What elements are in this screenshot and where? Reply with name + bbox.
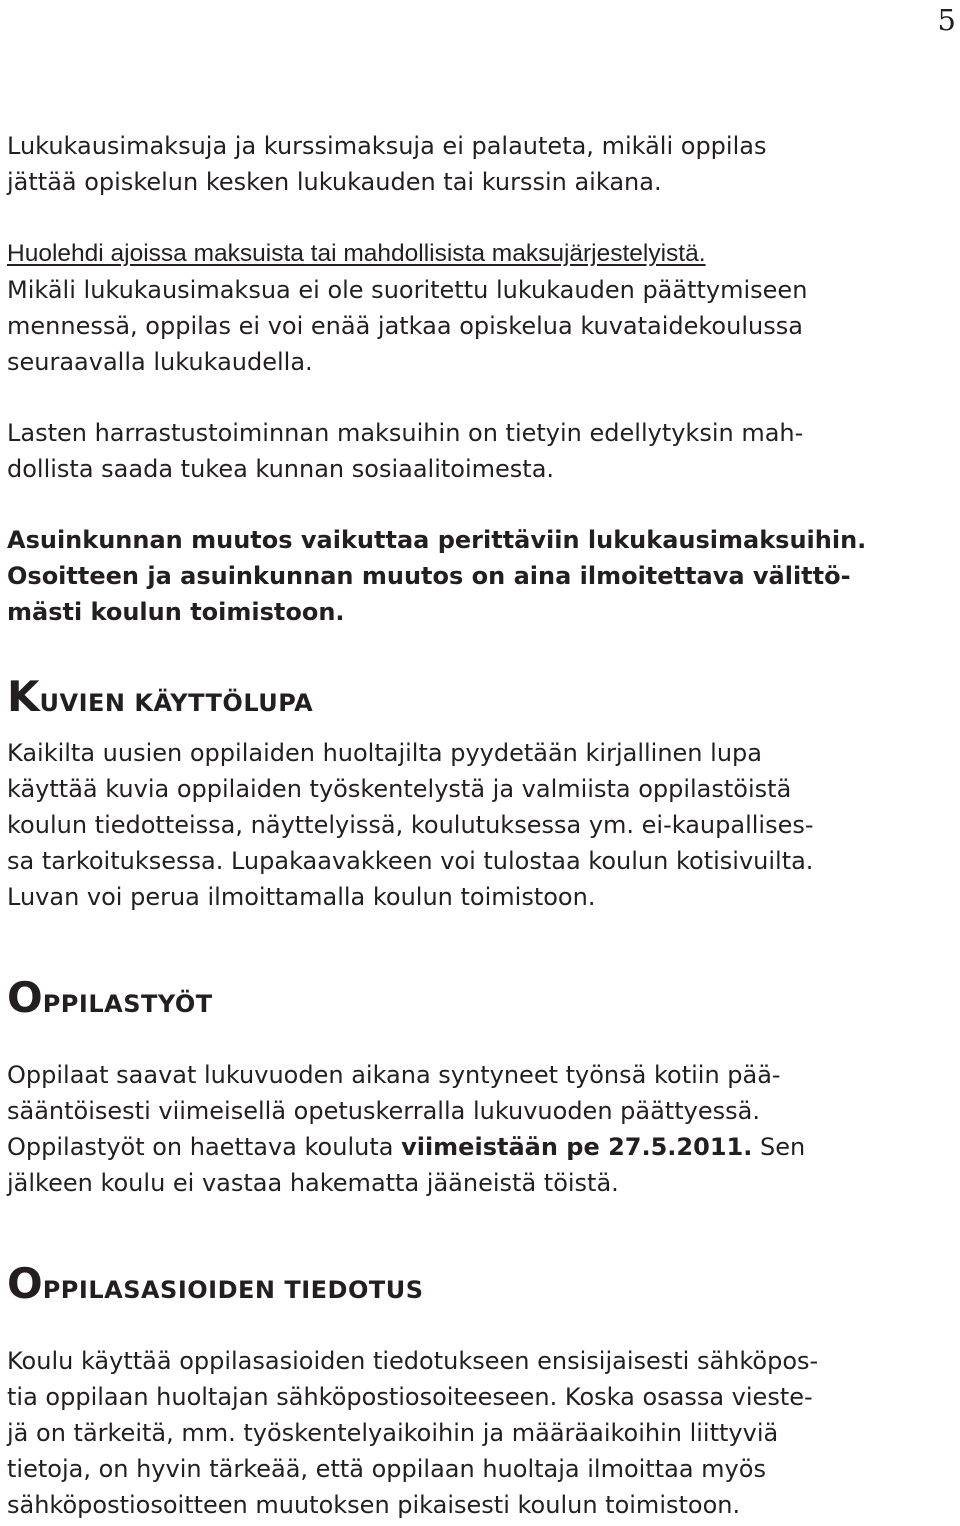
communication-paragraph: [7, 1343, 887, 1523]
heading-rest: PPILASTYÖT: [42, 990, 213, 1018]
heading-rest: UVIEN KÄYTTÖLUPA: [39, 689, 314, 717]
section-heading-student-works: [7, 973, 213, 1032]
text-line: Osoitteen ja asuinkunnan muutos on aina ilmoitettava välittö-: [7, 562, 851, 590]
text-line: tia oppilaan huoltajan sähköpostiosoiteeseen. Koska osassa vieste-: [7, 1383, 813, 1411]
photo-permission-paragraph: [7, 735, 887, 915]
text-line: Oppilaat saavat lukuvuoden aikana syntyneet työnsä kotiin pää-: [7, 1061, 781, 1089]
deadline-text: viimeistään pe 27.5.2011.: [401, 1133, 753, 1161]
text-line: Lasten harrastustoiminnan maksuihin on tietyin edellytyksin mah-: [7, 419, 804, 447]
text-line: Luvan voi perua ilmoittamalla koulun toimistoon.: [7, 883, 596, 911]
heading-rest: PPILASASIOIDEN TIEDOTUS: [42, 1276, 424, 1304]
text-line: jättää opiskelun kesken lukukauden tai kurssin aikana.: [7, 168, 662, 196]
text-segment: Oppilastyöt on haettava kouluta: [7, 1133, 402, 1161]
section-heading-communication: [7, 1259, 424, 1318]
text-line: mästi koulun toimistoon.: [7, 598, 345, 626]
page-number: 5: [937, 3, 956, 37]
text-line: sääntöisesti viimeisellä opetuskerralla lukuvuoden päättyessä.: [7, 1097, 760, 1125]
text-line: käyttää kuvia oppilaiden työskentelystä ja valmiista oppilastöistä: [7, 775, 792, 803]
text-line: mennessä, oppilas ei voi enää jatkaa opiskelua kuvataidekoulussa: [7, 312, 803, 340]
text-line: jälkeen koulu ei vastaa hakematta jääneistä töistä.: [7, 1169, 619, 1197]
text-line: Kaikilta uusien oppilaiden huoltajilta pyydetään kirjallinen lupa: [7, 739, 762, 767]
text-line: sa tarkoituksessa. Lupakaavakkeen voi tulostaa koulun kotisivuilta.: [7, 847, 814, 875]
student-works-paragraph: [7, 1057, 887, 1201]
heading-initial: O: [7, 973, 43, 1022]
payment-heading: Huolehdi ajoissa maksuista tai mahdollisista maksujärjestelyistä.: [7, 240, 706, 267]
text-line: sähköpostiosoitteen muutoksen pikaisesti koulun toimistoon.: [7, 1491, 741, 1519]
text-line: Mikäli lukukausimaksua ei ole suoritettu lukukauden päättymiseen: [7, 276, 808, 304]
text-line: koulun tiedotteissa, näyttelyissä, koulutuksessa ym. ei-kaupallises-: [7, 811, 814, 839]
municipality-paragraph: [7, 522, 887, 630]
text-line: tietoja, on hyvin tärkeää, että oppilaan huoltaja ilmoittaa myös: [7, 1455, 766, 1483]
text-line: jä on tärkeitä, mm. työskentelyaikoihin ja määräaikoihin liittyviä: [7, 1419, 779, 1447]
text-line: Lukukausimaksuja ja kurssimaksuja ei palauteta, mikäli oppilas: [7, 132, 767, 160]
text-line: dollista saada tukea kunnan sosiaalitoimesta.: [7, 455, 555, 483]
refund-paragraph: [7, 128, 887, 200]
text-line: Koulu käyttää oppilasasioiden tiedotukseen ensisijaisesti sähköpos-: [7, 1347, 819, 1375]
text-segment: Sen: [752, 1133, 806, 1161]
text-line: seuraavalla lukukaudella.: [7, 348, 313, 376]
heading-initial: K: [7, 672, 40, 721]
heading-initial: O: [7, 1259, 43, 1308]
support-paragraph: [7, 415, 887, 487]
payment-paragraph: [7, 236, 887, 380]
text-line: Asuinkunnan muutos vaikuttaa perittäviin lukukausimaksuihin.: [7, 526, 867, 554]
section-heading-photo-permission: [7, 672, 313, 731]
text-line: [7, 1129, 887, 1165]
